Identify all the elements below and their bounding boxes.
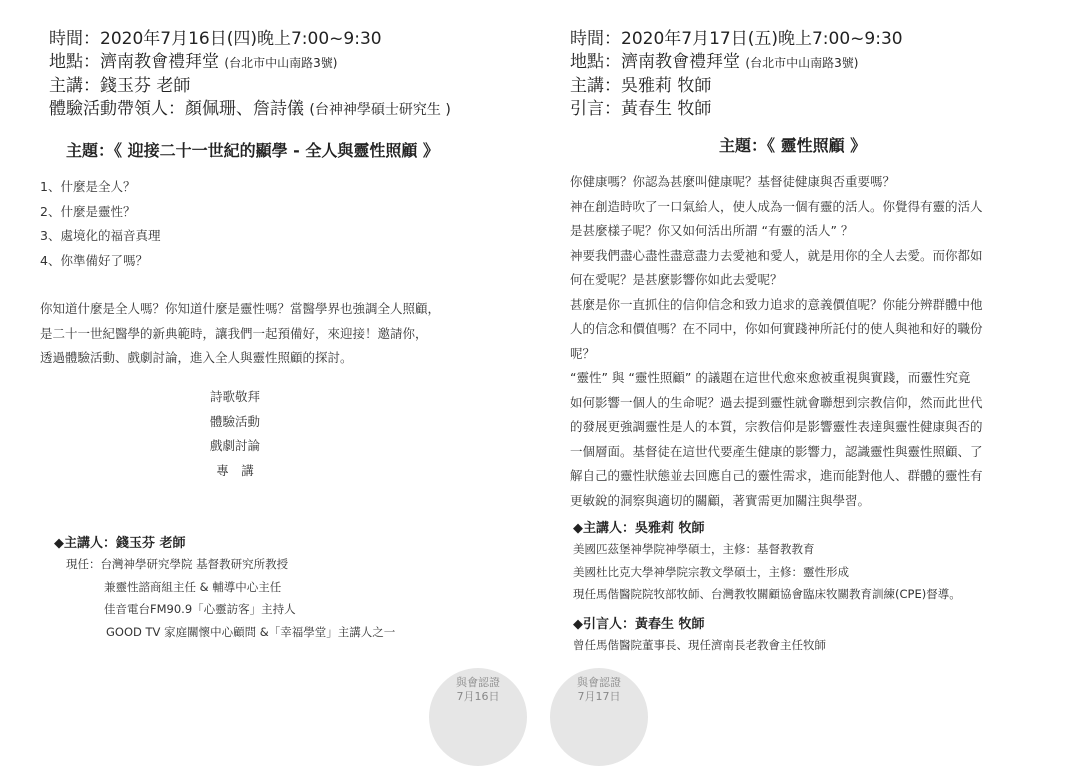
bio-line: 兼靈性諮商組主任 & 輔導中心主任 [104, 579, 282, 594]
right-event-info [570, 28, 903, 121]
left-program-list [185, 385, 285, 483]
right-intro-bio [573, 634, 826, 657]
paragraph-line: 更敏銳的洞察與適切的關顧，著實需更加關注與學習。 [570, 492, 871, 508]
paragraph-line: 你知道什麼是全人嗎？你知道什麼是靈性嗎？當醫學界也強調全人照顧， [40, 301, 441, 316]
paragraph-line: 你健康嗎？你認為甚麼叫健康呢？基督徒健康與否重要嗎？ [570, 174, 896, 189]
list-item: 4、你準備好了嗎？ [40, 252, 148, 268]
right-intro-line: 引言：黃春生 牧師 [570, 99, 712, 119]
paragraph-line: 透過體驗活動、戲劇討論，進入全人與靈性照顧的探討。 [40, 350, 353, 365]
right-attendance-stamp [550, 668, 648, 766]
left-event-info [49, 28, 451, 122]
left-leaders-text: 體驗活動帶領人：顏佩珊、詹詩儀 [49, 99, 304, 119]
right-speaker-line: 主講：吳雅莉 牧師 [570, 76, 712, 96]
paragraph-line: 神要我們盡心盡性盡意盡力去愛祂和愛人，就是用你的全人去愛。而你都如 [570, 247, 983, 263]
program-item: 詩歌敬拜 [209, 389, 260, 404]
right-topic-heading: 主題：《 靈性照顧 》 [719, 136, 867, 155]
list-item: 3、處境化的福音真理 [40, 228, 161, 243]
left-place-address: (台北市中山南路3號) [224, 56, 338, 70]
right-speaker-heading: ◆主講人：吳雅莉 牧師 [573, 521, 705, 536]
program-item: 戲劇討論 [209, 438, 260, 453]
left-attendance-stamp [429, 668, 527, 766]
right-time-line: 時間：2020年7月17日(五)晚上7:00~9:30 [570, 29, 903, 49]
left-leaders-line [49, 98, 451, 122]
paragraph-line: 的發展更強調靈性是人的本質，宗教信仰是影響靈性表達與靈性健康與否的 [570, 419, 983, 434]
bio-line: GOOD TV 家庭關懷中心顧問 &「幸福學堂」主講人之一 [106, 624, 396, 639]
bio-line: 佳音電台FM90.9「心靈訪客」主持人 [104, 602, 296, 616]
program-item: 體驗活動 [209, 413, 260, 429]
left-intro-paragraph [40, 297, 440, 371]
left-question-list [40, 175, 160, 273]
left-speaker-line: 主講：錢玉芬 老師 [49, 76, 191, 96]
bio-line: 美國匹茲堡神學院神學碩士，主修：基督教教育 [573, 542, 815, 556]
left-place-text: 地點：濟南教會禮拜堂 [49, 52, 219, 72]
bio-line: 美國杜比克大學神學院宗教文學碩士，主修：靈性形成 [573, 564, 849, 579]
stamp-label: 與會認證 [456, 676, 500, 689]
stamp-label: 與會認證 [577, 676, 621, 689]
right-intro-heading: ◆引言人：黃春生 牧師 [573, 617, 705, 632]
left-place-line [49, 51, 451, 75]
right-place-text: 地點：濟南教會禮拜堂 [570, 52, 740, 72]
paragraph-line: 如何影響一個人的生命呢？過去提到靈性就會聯想到宗教信仰，然而此世代 [570, 394, 983, 410]
program-item: 專 講 [216, 462, 254, 478]
right-place-address: (台北市中山南路3號) [745, 56, 859, 70]
right-place-line [570, 51, 903, 75]
list-item: 1、什麼是全人？ [40, 179, 136, 194]
paragraph-line: 一個層面。基督徒在這世代要產生健康的影響力，認識靈性與靈性照顧、了 [570, 443, 983, 459]
stamp-date: 7月17日 [577, 690, 621, 703]
paragraph-line: 何在愛呢？是甚麼影響你如此去愛呢？ [570, 272, 783, 287]
left-leaders-note: (台神神學碩士研究生 ) [309, 102, 451, 118]
paragraph-line: 是甚麼樣子呢？你又如何活出所謂 “有靈的活人” ？ [570, 223, 854, 238]
right-speaker-bio [573, 538, 961, 606]
paragraph-line: 人的信念和價值嗎？在不同中，你如何實踐神所託付的使人與祂和好的職份 [570, 321, 983, 336]
left-speaker-bio [66, 553, 395, 643]
paragraph-line: “靈性” 與 “靈性照顧” 的議題在這世代愈來愈被重視與實踐，而靈性究竟 [570, 370, 971, 385]
bio-line: 曾任馬偕醫院董事長、現任濟南長老教會主任牧師 [573, 638, 826, 652]
left-time-line: 時間：2020年7月16日(四)晚上7:00~9:30 [49, 29, 382, 49]
list-item: 2、什麼是靈性？ [40, 203, 136, 219]
bio-line: 現任馬偕醫院院牧部牧師、台灣教牧關顧協會臨床牧關教育訓練(CPE)督導。 [573, 587, 961, 601]
right-intro-paragraph [570, 170, 1045, 513]
paragraph-line: 解自己的靈性狀態並去回應自己的靈性需求，進而能對他人、群體的靈性有 [570, 468, 983, 483]
paragraph-line: 呢？ [570, 345, 596, 361]
left-topic-heading: 主題：《 迎接二十一世紀的顯學 - 全人與靈性照顧 》 [66, 141, 439, 160]
stamp-date: 7月16日 [456, 690, 500, 703]
bio-line: 現任：台灣神學研究學院 基督教研究所教授 [66, 557, 289, 571]
paragraph-line: 是二十一世紀醫學的新典範時，讓我們一起預備好，來迎接！邀請你， [40, 325, 428, 341]
left-speaker-heading: ◆主講人：錢玉芬 老師 [54, 536, 186, 551]
paragraph-line: 神在創造時吹了一口氣給人，使人成為一個有靈的活人。你覺得有靈的活人 [570, 198, 983, 214]
paragraph-line: 甚麼是你一直抓住的信仰信念和致力追求的意義價值呢？你能分辨群體中他 [570, 296, 983, 312]
